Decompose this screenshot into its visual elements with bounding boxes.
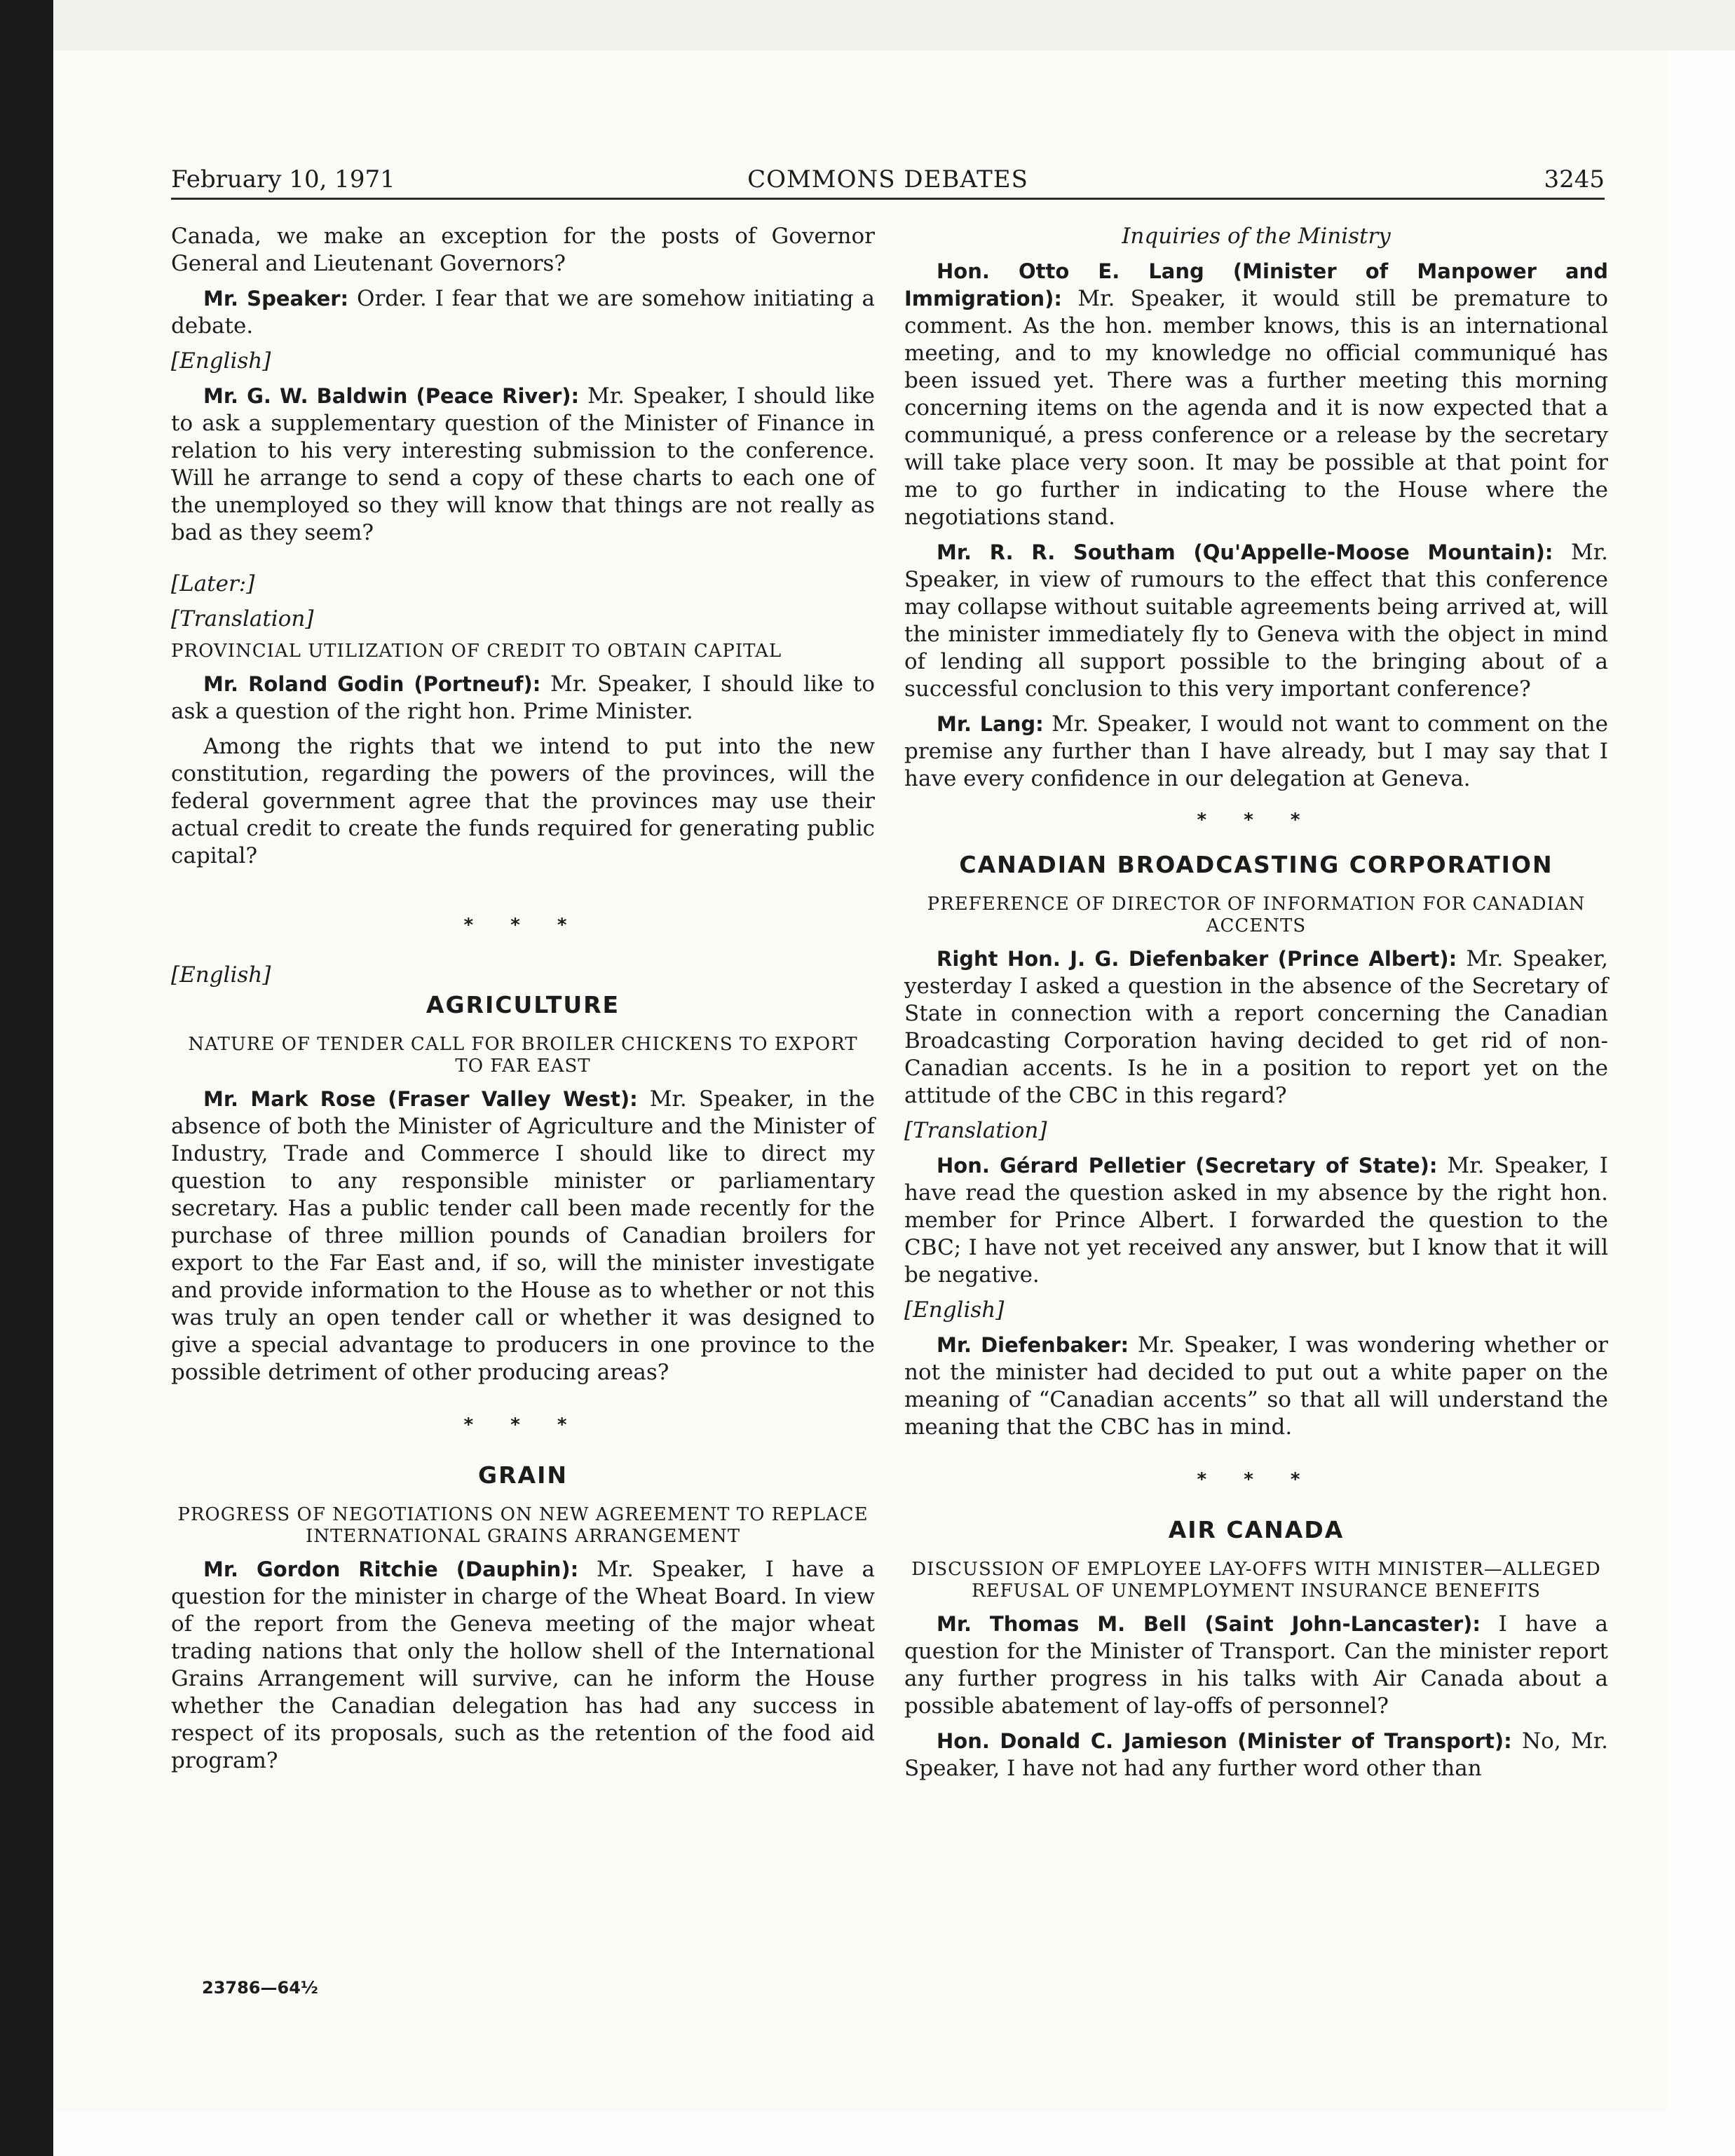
- scan-margin-left: [0, 0, 53, 2156]
- page-number: 3245: [1544, 165, 1605, 193]
- paragraph: [904, 539, 1608, 703]
- speaker-name: Right Hon. J. G. Diefenbaker (Prince Albert):: [937, 947, 1457, 971]
- speaker-name: Mr. G. W. Baldwin (Peace River):: [203, 384, 580, 408]
- paragraph: [904, 1728, 1608, 1782]
- print-code: 23786—64½: [202, 1978, 318, 1998]
- subheading: PROGRESS OF NEGOTIATIONS ON NEW AGREEMENT TO REPLACE INTERNATIONAL GRAINS ARRANGEMENT: [177, 1504, 869, 1547]
- speech-text: Mr. Speaker, I have a question for the minister in charge of the Wheat Board. In view of the report from the Geneva meeting of the major wheat trading nations that only the hollow shell of the International Grains Arrangement will survive, can he inform the House whether the Canadian delegation has had any success in respect of its proposals, such as the retention of the food aid program?: [171, 1557, 875, 1773]
- speech-text: Mr. Speaker, I would not want to comment on the premise any further than I have already, but I may say that I have every confidence in our delegation at Geneva.: [904, 711, 1608, 791]
- subject-heading: AIR CANADA: [1168, 1516, 1345, 1543]
- language-marker: [English]: [171, 962, 271, 988]
- speech-text: Mr. Speaker, I should like to ask a supplementary question of the Minister of Finance in relation to his very interesting submission to the conference. Will he arrange to send a copy of these charts to each one of the unemployed so they will know that things are not really as bad as they seem?: [171, 383, 875, 545]
- header-title: COMMONS DEBATES: [747, 165, 1028, 193]
- speaker-name: Mr. Thomas M. Bell (Saint John-Lancaster):: [937, 1612, 1481, 1636]
- speech-text: Mr. Speaker, I should like to ask a question of the right hon. Prime Minister.: [171, 671, 876, 724]
- later-marker: [Later:]: [171, 571, 255, 596]
- right-column: [904, 223, 1608, 1790]
- speech-text: Order. I fear that we are somehow initiating a debate.: [171, 286, 875, 339]
- scan-margin-top: [0, 0, 1735, 50]
- header-date: February 10, 1971: [171, 165, 395, 193]
- paragraph: Canada, we make an exception for the posts of Governor General and Lieutenant Governors?: [171, 224, 875, 276]
- language-marker: [Translation]: [171, 606, 314, 632]
- paragraph: [904, 258, 1608, 531]
- speaker-name: Hon. Donald C. Jamieson (Minister of Transport):: [937, 1729, 1512, 1753]
- speaker-name: Hon. Gérard Pelletier (Secretary of State):: [937, 1154, 1438, 1178]
- running-head: Inquiries of the Ministry: [1122, 224, 1391, 249]
- paragraph: [904, 946, 1608, 1110]
- speech-text: Mr. Speaker, it would still be premature to comment. As the hon. member knows, this is an international meeting, and to my knowledge no official communiqué has been issued yet. There was a further meeting this morning concerning items on the agenda and it is now expected that a communiqué, a press conference or a release by the secretary will take place very soon. It may be possible at that point for me to go further in indicating to the House where the negotiations stand.: [904, 286, 1608, 530]
- subject-heading: CANADIAN BROADCASTING CORPORATION: [959, 851, 1553, 878]
- section-separator: * * *: [463, 1414, 583, 1435]
- subheading: PREFERENCE OF DIRECTOR OF INFORMATION FOR CANADIAN ACCENTS: [927, 894, 1586, 936]
- speaker-name: Mr. Lang:: [937, 712, 1044, 736]
- section-separator: * * *: [463, 915, 583, 936]
- speech-text: Mr. Speaker, I have read the question asked in my absence by the right hon. member for Prince Albert. I forwarded the question to the CBC; I have not yet received any answer, but I know that it will be negative.: [904, 1153, 1608, 1288]
- subheading: PROVINCIAL UTILIZATION OF CREDIT TO OBTAIN CAPITAL: [171, 641, 782, 662]
- speaker-name: Mr. Diefenbaker:: [937, 1333, 1129, 1357]
- language-marker: [Translation]: [904, 1118, 1047, 1143]
- paragraph: [171, 383, 875, 547]
- speech-text: Mr. Speaker, in view of rumours to the effect that this conference may collapse without suitable agreements being arrived at, will the minister immediately fly to Geneva with the object in mind of lending all support possible to the bringing about of a successful conclusion to this very important conference?: [904, 540, 1608, 702]
- speaker-name: Mr. Speaker:: [203, 287, 349, 311]
- paragraph: [904, 1332, 1608, 1441]
- paragraph: Among the rights that we intend to put into the new constitution, regarding the powers of the provinces, will the federal government agree that the provinces may use their actual credit to create the funds required for generating public capital?: [171, 734, 875, 868]
- paragraph: [904, 711, 1608, 793]
- language-marker: [English]: [171, 348, 271, 374]
- speech-text: Mr. Speaker, yesterday I asked a question in the absence of the Secretary of State in connection with a report concerning the Canadian Broadcasting Corporation having decided to get rid of non-Canadian accents. Is he in a position to report yet on the attitude of the CBC in this regard?: [904, 946, 1608, 1108]
- speech-text: I have a question for the Minister of Transport. Can the minister report any further progress in his talks with Air Canada about a possible abatement of lay-offs of personnel?: [904, 1611, 1608, 1719]
- paragraph: [171, 1086, 875, 1386]
- speech-text: Mr. Speaker, in the absence of both the Minister of Agriculture and the Minister of Industry, Trade and Commerce I should like to direct my question to any responsible minister or parliamentary secretary. Has a public tender call been made recently for the purchase of three million pounds of Canadian broilers for export to the Far East and, if so, will the minister investigate and provide information to the House as to whether or not this was truly an open tender call or whether it was designed to give a special advantage to producers in one province to the possible detriment of other producing areas?: [171, 1086, 875, 1385]
- page-header: [171, 158, 1605, 200]
- speaker-name: Mr. Mark Rose (Fraser Valley West):: [203, 1087, 638, 1111]
- speaker-name: Mr. R. R. Southam (Qu'Appelle-Moose Mountain):: [937, 540, 1553, 564]
- paragraph: [171, 671, 875, 725]
- subject-heading: AGRICULTURE: [426, 991, 620, 1018]
- speech-text: Mr. Speaker, I was wondering whether or not the minister had decided to put out a white paper on the meaning of “Canadian accents” so that all will understand the meaning that the CBC has in mind.: [904, 1332, 1609, 1440]
- speech-text: No, Mr. Speaker, I have not had any further word other than: [904, 1728, 1608, 1781]
- speaker-name: Mr. Roland Godin (Portneuf):: [203, 672, 541, 696]
- speaker-name: Mr. Gordon Ritchie (Dauphin):: [203, 1557, 579, 1581]
- section-separator: * * *: [1197, 810, 1316, 831]
- left-column: [171, 223, 875, 1782]
- paragraph: [904, 1611, 1608, 1720]
- paragraph: [171, 1556, 875, 1775]
- subheading: DISCUSSION OF EMPLOYEE LAY-OFFS WITH MINISTER—ALLEGED REFUSAL OF UNEMPLOYMENT INSURANCE BENEFITS: [911, 1559, 1601, 1602]
- language-marker: [English]: [904, 1297, 1005, 1323]
- paragraph: [904, 1152, 1608, 1289]
- subject-heading: GRAIN: [478, 1461, 568, 1489]
- paragraph: [171, 285, 875, 340]
- section-separator: * * *: [1197, 1469, 1316, 1490]
- speaker-name: Hon. Otto E. Lang (Minister of Manpower and Immigration):: [904, 259, 1608, 311]
- subheading: NATURE OF TENDER CALL FOR BROILER CHICKENS TO EXPORT TO FAR EAST: [188, 1034, 858, 1077]
